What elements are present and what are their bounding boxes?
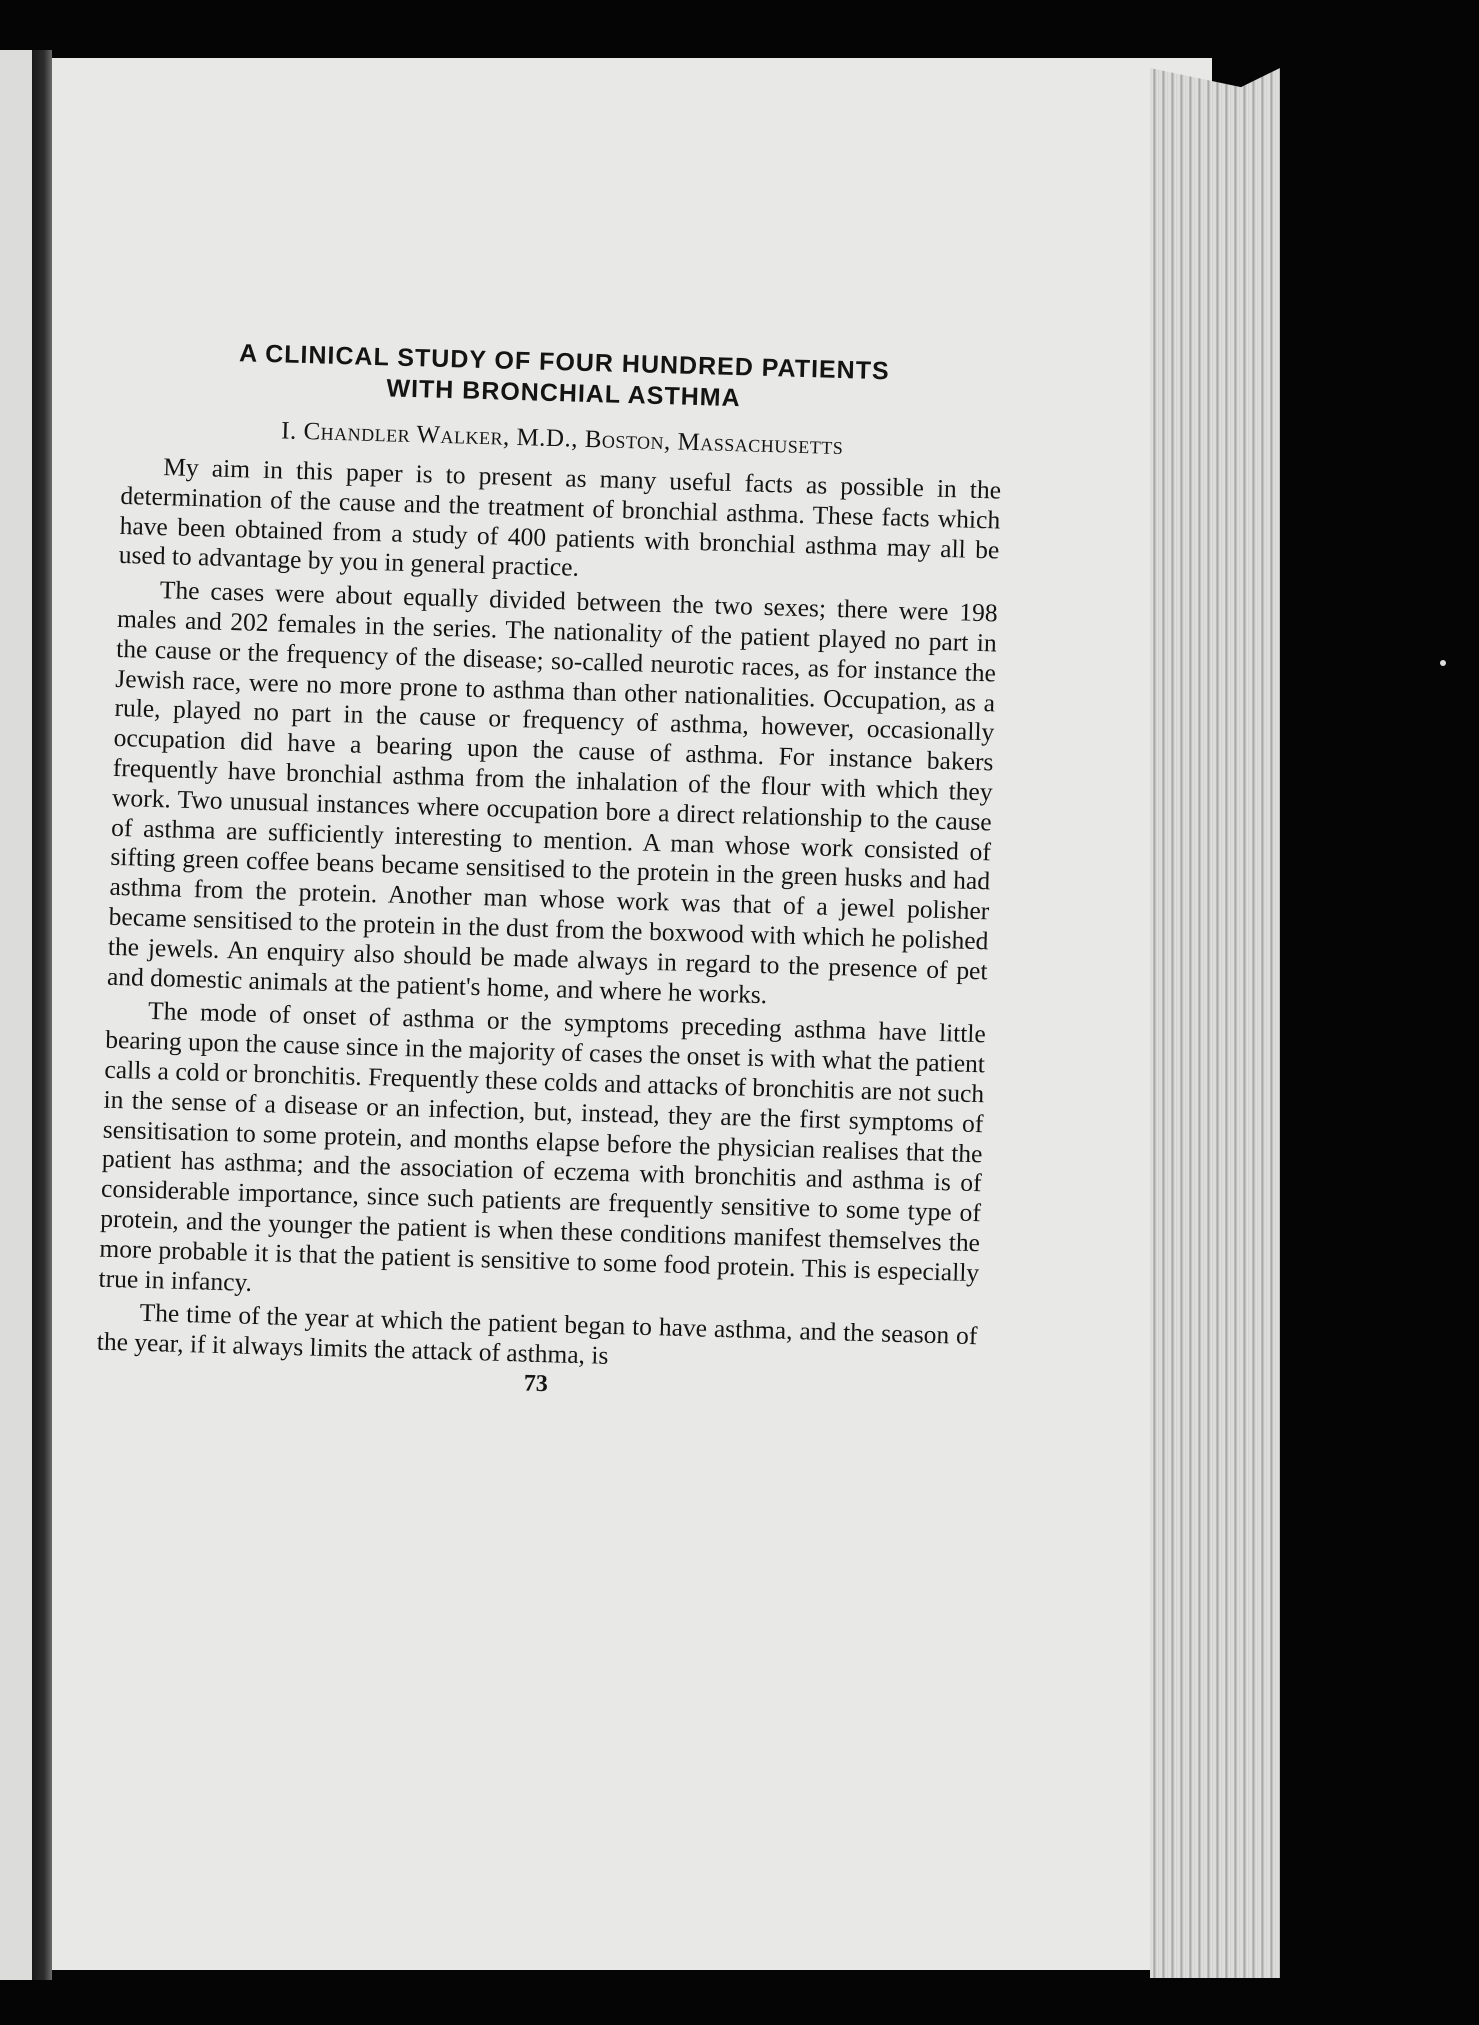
scan-border-right (1280, 0, 1479, 2025)
page-stack-edges (1150, 68, 1280, 1978)
page-number: 73 (523, 1370, 549, 1398)
article-byline: I. Chandler Walker, M.D., Boston, Massachusetts (280, 417, 844, 461)
article-title-line-2: WITH BRONCHIAL ASTHMA (386, 374, 742, 413)
paragraph: The time of the year at which the patient began to have asthma, and the season of the year, if it always limits the attack of asthma, is (96, 1298, 978, 1370)
paragraph: The mode of onset of asthma or the symptoms preceding asthma have little bearing upon the cause since in the majority of cases the onset is with what the patient calls a cold or bronchitis. Frequently these colds and attacks of bronchitis are not such in the sense of a disease or an infection, but, instead, they are the first symptoms of sensitisation to some protein, and months elapse before the physician realises that the patient has asthma; and the association of eczema with bronchitis and asthma is of considerable importance, since such patients are frequently sensitive to some type of protein, and the younger the patient is when these conditions manifest themselves the more probable it is that the patient is sensitive to some food protein. This is especially true in infancy. (98, 996, 987, 1297)
article (96, 335, 1005, 1410)
article-title-line-1: A CLINICAL STUDY OF FOUR HUNDRED PATIENTS (238, 339, 891, 386)
book-gutter (32, 50, 52, 1980)
previous-page-edge (0, 50, 32, 1980)
paragraph: My aim in this paper is to present as many useful facts as possible in the determination of the cause and the treatment of bronchial asthma. These facts which have been obtained from a study of 400 patients with bronchial asthma may all be used to advantage by you in general practice. (118, 452, 1002, 583)
paragraph: The cases were about equally divided between the two sexes; there were 198 males and 202 females in the series. The nationality of the patient played no part in the cause or the frequency of the disease; so-called neurotic races, as for instance the Jewish race, were no more prone to asthma than other nationalities. Occupation, as a rule, played no part in the cause or frequency of asthma, however, occasionally occupation did have a bearing upon the cause of asthma. For instance bakers frequently have bronchial asthma from the inhalation of the flour with which they work. Two unusual instances where occupation bore a direct relationship to the cause of asthma are sufficiently interesting to mention. A man whose work consisted of sifting green coffee beans became sensitised to the protein in the green husks and had asthma from the protein. Another man whose work was that of a jewel polisher became sensitised to the protein in the dust from the boxwood with which he polished the jewels. An enquiry also should be made always in regard to the presence of pet and domestic animals at the patient's home, and where he works. (106, 575, 998, 1009)
scan-speck (1440, 660, 1446, 666)
